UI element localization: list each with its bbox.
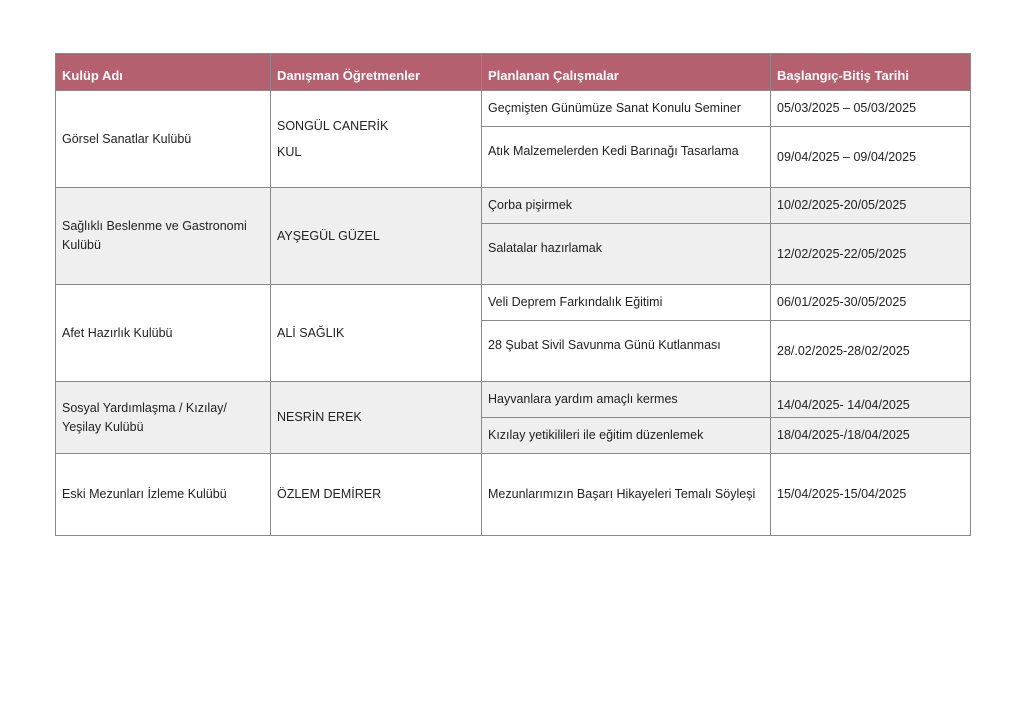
table-header-row [56, 54, 971, 91]
club-name [56, 382, 271, 454]
activity-date: 14/04/2025- 14/04/2025 [771, 382, 971, 418]
clubs-table [55, 53, 971, 536]
activity-title: 28 Şubat Sivil Savunma Günü Kutlanması [482, 321, 771, 382]
activity-date: 05/03/2025 – 05/03/2025 [771, 91, 971, 127]
club-name-line: Sosyal Yardımlaşma / Kızılay/ [62, 400, 227, 415]
table-row [56, 91, 971, 127]
activity-title: Atık Malzemelerden Kedi Barınağı Tasarlama [482, 127, 771, 188]
activity-date: 06/01/2025-30/05/2025 [771, 285, 971, 321]
activity-title: Veli Deprem Farkındalık Eğitimi [482, 285, 771, 321]
table-row [56, 454, 971, 536]
club-name-line: Kulübü [62, 238, 101, 252]
table-row [56, 188, 971, 224]
advisor-line: SONGÜL CANERİK [277, 118, 389, 133]
activity-date: 18/04/2025-/18/04/2025 [771, 418, 971, 454]
table-row [56, 285, 971, 321]
activity-date: 10/02/2025-20/05/2025 [771, 188, 971, 224]
advisor-name [271, 91, 482, 188]
activity-date: 12/02/2025-22/05/2025 [771, 224, 971, 285]
advisor-line: KUL [277, 144, 302, 159]
activity-title: Mezunlarımızın Başarı Hikayeleri Temalı Söyleşi [482, 454, 771, 536]
club-name [56, 188, 271, 285]
club-name-line: Sağlıklı Beslenme ve Gastronomi [62, 219, 247, 233]
activity-date: 28/.02/2025-28/02/2025 [771, 321, 971, 382]
activity-title: Kızılay yetikilileri ile eğitim düzenlemek [482, 418, 771, 454]
activity-date: 15/04/2025-15/04/2025 [771, 454, 971, 536]
club-name: Afet Hazırlık Kulübü [56, 285, 271, 382]
table-row [56, 382, 971, 418]
club-name-line: Yeşilay Kulübü [62, 419, 144, 434]
club-name: Görsel Sanatlar Kulübü [56, 91, 271, 188]
header-club-name: Kulüp Adı [56, 54, 271, 91]
advisor-name: ÖZLEM DEMİRER [271, 454, 482, 536]
header-activities: Planlanan Çalışmalar [482, 54, 771, 91]
header-dates: Başlangıç-Bitiş Tarihi [771, 54, 971, 91]
activity-date: 09/04/2025 – 09/04/2025 [771, 127, 971, 188]
club-name: Eski Mezunları İzleme Kulübü [56, 454, 271, 536]
header-advisors: Danışman Öğretmenler [271, 54, 482, 91]
activity-title: Salatalar hazırlamak [482, 224, 771, 285]
advisor-name: NESRİN EREK [271, 382, 482, 454]
advisor-name: AYŞEGÜL GÜZEL [271, 188, 482, 285]
activity-title: Geçmişten Günümüze Sanat Konulu Seminer [482, 91, 771, 127]
advisor-name: ALİ SAĞLIK [271, 285, 482, 382]
activity-title: Çorba pişirmek [482, 188, 771, 224]
activity-title: Hayvanlara yardım amaçlı kermes [482, 382, 771, 418]
